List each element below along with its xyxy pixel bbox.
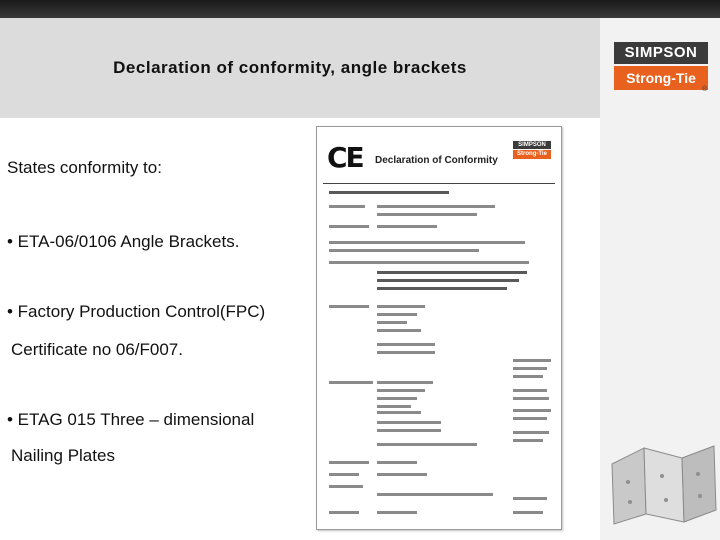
text-line (377, 429, 441, 432)
text-line (329, 511, 359, 514)
text-line (377, 271, 527, 274)
text-line (377, 287, 507, 290)
text-line (377, 279, 519, 282)
text-line (377, 343, 435, 346)
text-line (329, 473, 359, 476)
text-line (513, 431, 549, 434)
text-line (329, 381, 373, 384)
slide-title: Declaration of conformity, angle brackets (113, 58, 467, 77)
text-line (329, 485, 363, 488)
text-line (377, 225, 437, 228)
text-line (513, 397, 549, 400)
certificate-logo-top: SIMPSON (513, 141, 551, 149)
text-line (377, 461, 417, 464)
text-line (377, 381, 433, 384)
text-line (377, 313, 417, 316)
text-line (377, 329, 421, 332)
text-line (513, 375, 543, 378)
ce-mark: CE (327, 141, 363, 174)
text-line (329, 241, 525, 244)
text-line (377, 351, 435, 354)
text-line (377, 389, 425, 392)
text-line (329, 305, 369, 308)
text-line (377, 405, 411, 408)
top-bar (0, 0, 720, 18)
bullet-fpc: • Factory Production Control(FPC) (7, 302, 266, 321)
text-line (377, 205, 495, 208)
text-line (377, 493, 493, 496)
certificate-heading: Declaration of Conformity (375, 155, 498, 166)
text-line (513, 389, 547, 392)
text-line (513, 359, 551, 362)
text-line (377, 511, 417, 514)
text-line (377, 443, 477, 446)
bullet-fpc-cert: Certificate no 06/F007. (11, 340, 183, 359)
bullet-etag: • ETAG 015 Three – dimensional (7, 410, 255, 429)
registered-mark: ® (702, 86, 708, 93)
text-line (329, 191, 449, 194)
angle-bracket-icon (604, 418, 718, 530)
text-line (329, 225, 369, 228)
text-line (513, 417, 547, 420)
certificate-logo-bottom: Strong-Tie (513, 150, 551, 159)
text-line (377, 411, 421, 414)
bullet-eta: • ETA-06/0106 Angle Brackets. (7, 232, 240, 251)
text-line (329, 261, 529, 264)
text-line (513, 439, 543, 442)
text-line (377, 397, 417, 400)
text-line (513, 497, 547, 500)
certificate-rule (323, 183, 555, 184)
bullet-intro: States conformity to: (7, 158, 162, 177)
certificate-image (316, 126, 562, 530)
simpson-logo-top: SIMPSON (614, 42, 708, 64)
text-line (377, 473, 427, 476)
bullet-etag-cont: Nailing Plates (11, 446, 115, 465)
text-line (329, 249, 479, 252)
text-line (377, 305, 425, 308)
text-line (377, 213, 477, 216)
text-line (513, 367, 547, 370)
text-line (329, 205, 365, 208)
strong-tie-logo: Strong-Tie (614, 66, 708, 90)
text-line (513, 511, 543, 514)
text-line (329, 461, 369, 464)
text-line (377, 421, 441, 424)
text-line (377, 321, 407, 324)
text-line (513, 409, 551, 412)
